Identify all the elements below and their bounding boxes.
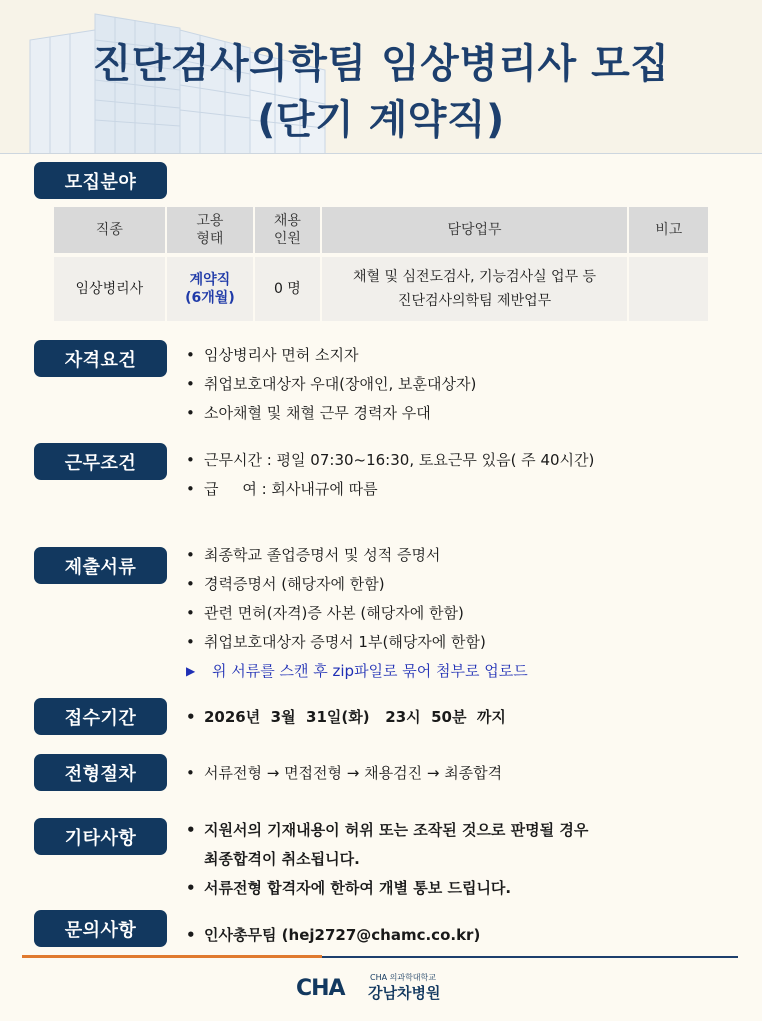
- list-item: • 지원서의 기재내용이 허위 또는 조작된 것으로 판명될 경우: [186, 816, 588, 845]
- list-item: • 취업보호대상자 우대(장애인, 보훈대상자): [186, 370, 476, 399]
- section-label-qualifications: 자격요건: [34, 340, 167, 377]
- header-banner: [0, 0, 762, 154]
- cell-job: 임상병리사: [54, 257, 165, 321]
- header-duty: 담당업무: [322, 207, 628, 253]
- etc-list: [186, 816, 588, 903]
- period-list: [186, 703, 506, 732]
- process-list: [186, 759, 502, 788]
- section-label-etc: 기타사항: [34, 818, 167, 855]
- page-title-line1: 진단검사의학팀 임상병리사 모집: [92, 41, 670, 87]
- section-label-field: 모집분야: [34, 162, 167, 199]
- section-label-period: 접수기간: [34, 698, 167, 735]
- cell-type: 계약직 (6개월): [167, 257, 254, 321]
- section-label-documents: 제출서류: [34, 547, 167, 584]
- list-item: • 2026년 3월 31일(화) 23시 50분 까지: [186, 703, 506, 732]
- list-item: • 임상병리사 면허 소지자: [186, 341, 476, 370]
- header-note: 비고: [629, 207, 708, 253]
- recruitment-table: [52, 207, 710, 321]
- footer-divider-orange: [22, 955, 322, 958]
- contact-list: [186, 921, 480, 950]
- documents-list: [186, 541, 528, 686]
- list-item: • 관련 면허(자격)증 사본 (해당자에 한함): [186, 599, 528, 628]
- logo-university-text: CHA 의과학대학교: [370, 973, 436, 982]
- list-item: • 서류전형 → 면접전형 → 채용검진 → 최종합격: [186, 759, 502, 788]
- list-item: • 소아채혈 및 채혈 근무 경력자 우대: [186, 399, 476, 428]
- list-item: • 급 여 : 회사내규에 따름: [186, 475, 594, 504]
- hospital-logo: [296, 970, 466, 1004]
- header-type: 고용 형태: [167, 207, 254, 253]
- page-title-line2: (단기 계약직): [257, 97, 505, 143]
- qualifications-list: [186, 341, 476, 428]
- list-item: • 취업보호대상자 증명서 1부(해당자에 한함): [186, 628, 528, 657]
- list-item: • 경력증명서 (해당자에 한함): [186, 570, 528, 599]
- table-row: [54, 257, 708, 321]
- cell-note: [629, 257, 708, 321]
- cell-count: 0 명: [255, 257, 319, 321]
- logo-hospital-name: 강남차병원: [368, 984, 441, 1002]
- conditions-list: [186, 446, 594, 504]
- list-item: • 근무시간 : 평일 07:30~16:30, 토요근무 있음( 주 40시간): [186, 446, 594, 475]
- header-count: 채용 인원: [255, 207, 319, 253]
- list-item: • 인사총무팀 (hej2727@chamc.co.kr): [186, 921, 480, 950]
- section-label-contact: 문의사항: [34, 910, 167, 947]
- list-item: • 최종학교 졸업증명서 및 성적 증명서: [186, 541, 528, 570]
- section-label-process: 전형절차: [34, 754, 167, 791]
- footer-divider-navy: [322, 956, 738, 958]
- cha-logo-mark: CHA: [296, 976, 345, 1001]
- list-item: • 서류전형 합격자에 한하여 개별 통보 드립니다.: [186, 874, 588, 903]
- documents-upload-note: ▶ 위 서류를 스캔 후 zip파일로 묶어 첨부로 업로드: [186, 657, 528, 686]
- table-header-row: [54, 207, 708, 253]
- header-job: 직종: [54, 207, 165, 253]
- section-label-conditions: 근무조건: [34, 443, 167, 480]
- cell-duty: 채혈 및 심전도검사, 기능검사실 업무 등 진단검사의학팀 제반업무: [322, 257, 628, 321]
- list-item-continued: 최종합격이 취소됩니다.: [204, 850, 360, 868]
